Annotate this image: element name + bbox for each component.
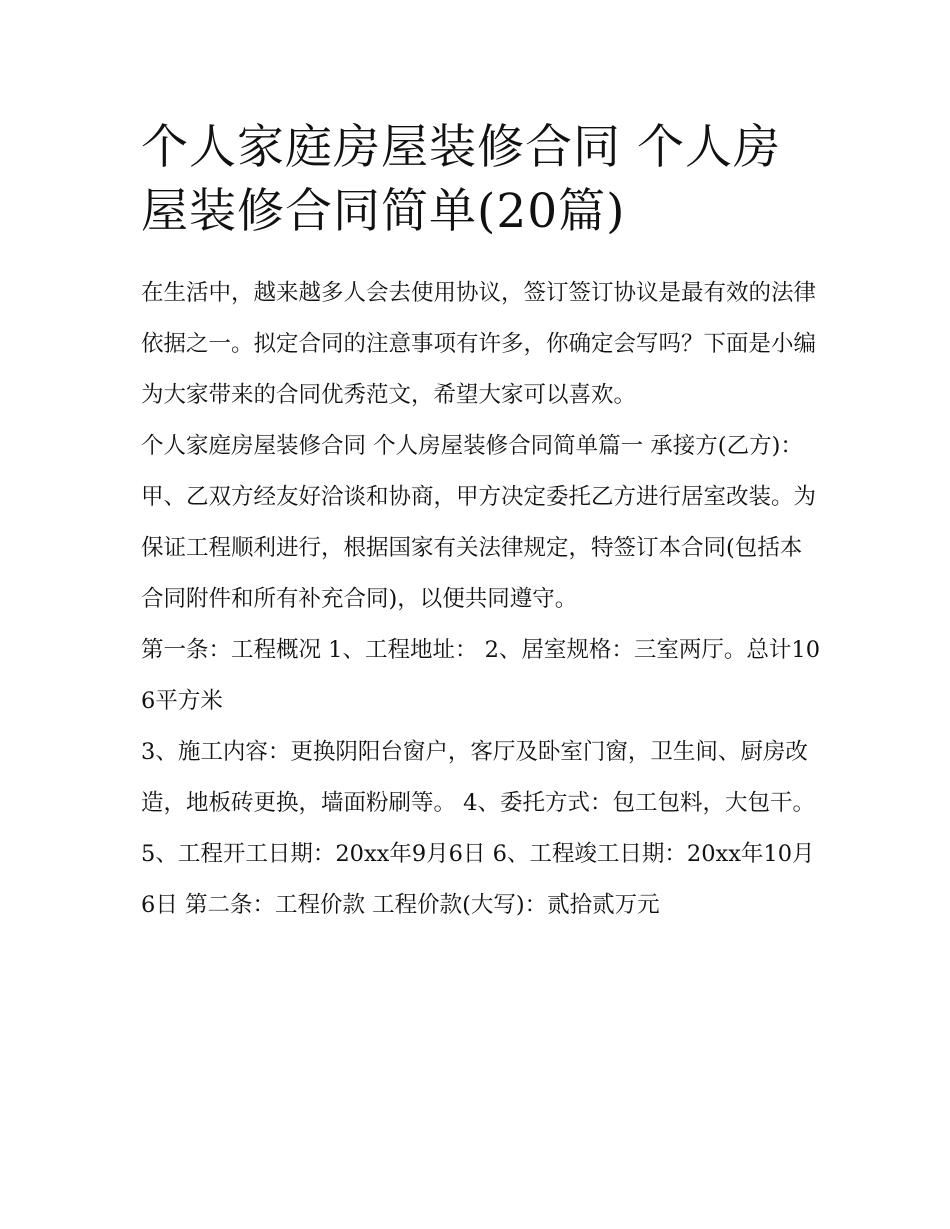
contract-heading-paragraph: 个人家庭房屋装修合同 个人房屋装修合同简单篇一 承接方(乙方)： <box>141 433 803 459</box>
agreement-paragraph: 甲、乙双方经友好洽谈和协商，甲方决定委托乙方进行居室改装。为保证工程顺利进行，根据国家有关法律规定，特签订本合同(包括本合同附件和所有补充合同)，以便共同遵守。 <box>141 484 817 612</box>
intro-paragraph: 在生活中，越来越多人会去使用协议，签订签订协议是最有效的法律依据之一。拟定合同的注意事项有许多，你确定会写吗？下面是小编为大家带来的合同优秀范文，希望大家可以喜欢。 <box>141 280 817 408</box>
construction-content-paragraph: 3、施工内容：更换阴阳台窗户，客厅及卧室门窗，卫生间、厨房改造，地板砖更换，墙面粉刷等。 4、委托方式：包工包料，大包干。 <box>141 739 815 816</box>
schedule-price-paragraph: 5、工程开工日期：20xx年9月6日 6、工程竣工日期：20xx年10月6日 第二条：工程价款 工程价款(大写)：贰拾贰万元 <box>141 841 815 918</box>
document-body <box>141 116 821 931</box>
article-one-paragraph: 第一条：工程概况 1、工程地址： 2、居室规格：三室两厅。总计106平方米 <box>141 637 821 714</box>
document-title: 个人家庭房屋装修合同 个人房屋装修合同简单(20篇) <box>141 120 781 239</box>
